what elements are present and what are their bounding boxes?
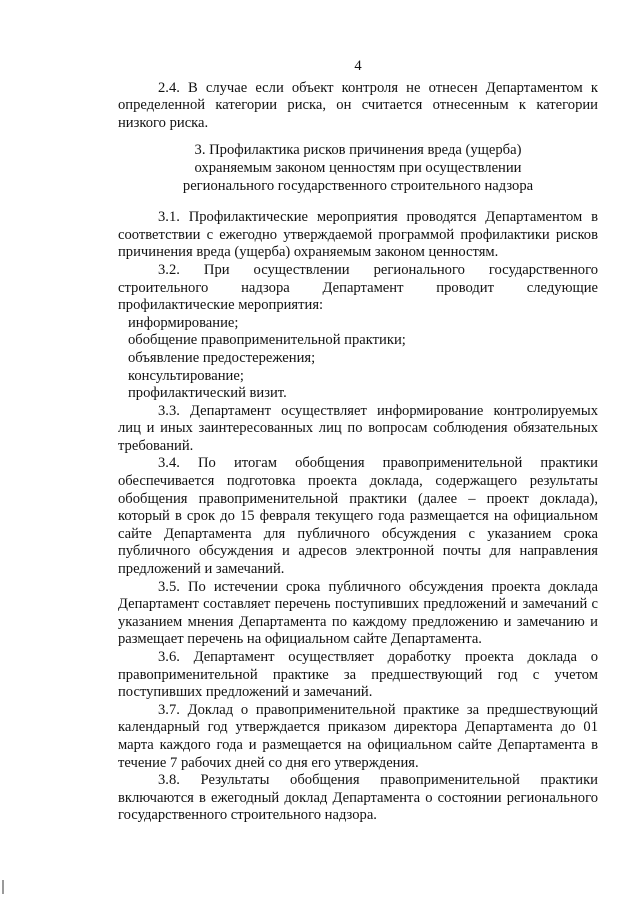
list-item: консультирование; [128, 367, 244, 384]
scan-edge-mark [2, 880, 4, 894]
list-item: обобщение правоприменительной практики; [128, 332, 406, 349]
page-number: 4 [354, 58, 362, 74]
section-3-heading-line-1: 3. Профилактика рисков причинения вреда (ущерба) [194, 142, 522, 159]
section-3-heading [118, 142, 598, 195]
paragraph-3-3: 3.3. Департамент осуществляет информирование контролируемых лиц и иных заинтересованных лиц по вопросам соблюдения обязательных требований. [118, 402, 598, 454]
document-page [118, 58, 598, 825]
paragraph-3-2: 3.2. При осуществлении регионального государственного строительного надзора Департамент проводит следующие профилактические мероприятия: [118, 261, 598, 314]
paragraph-3-1: 3.1. Профилактические мероприятия проводятся Департаментом в соответствии с ежегодно утверждаемой программой профилактики рисков причинения вреда (ущерба) охраняемым законом ценностям. [118, 209, 598, 261]
section-3-heading-line-2: охраняемым законом ценностям при осуществлении [194, 159, 522, 176]
paragraph-2-4: 2.4. В случае если объект контроля не отнесен Департаментом к определенной категории риска, он считается отнесенным к категории низкого риска. [118, 79, 598, 131]
list-item: объявление предостережения; [128, 349, 316, 366]
paragraph-3-8: 3.8. Результаты обобщения правоприменительной практики включаются в ежегодный доклад Департамента о состоянии регионального государственного строительного надзора. [118, 772, 598, 824]
paragraph-3-5: 3.5. По истечении срока публичного обсуждения проекта доклада Департамент составляет перечень поступивших предложений и замечаний с указанием мнения Департамента по каждому предложению и замечанию и размещает перечень на официальном сайте Департамента. [118, 578, 598, 648]
paragraph-3-6: 3.6. Департамент осуществляет доработку проекта доклада о правоприменительной практике за предшествующий год с учетом поступивших предложений и замечаний. [118, 649, 598, 701]
paragraph-3-7: 3.7. Доклад о правоприменительной практике за предшествующий календарный год утверждается приказом директора Департамента до 01 марта каждого года и размещается на официальном сайте Департамента в течение 7 рабочих дней со дня его утверждения. [118, 701, 598, 771]
measures-list [118, 315, 598, 403]
list-item: профилактический визит. [128, 385, 287, 402]
list-item: информирование; [128, 314, 239, 331]
section-3-heading-line-3: регионального государственного строительного надзора [182, 177, 534, 194]
paragraph-3-4: 3.4. По итогам обобщения правоприменительной практики обеспечивается подготовка проекта доклада, содержащего результаты обобщения правоприменительной практики (далее – проект доклада), который в срок до 15 февраля текущего года размещается на официальном сайте Департамента для публичного обсуждения с указанием срока публичного обсуждения и адресов электронной почты для направления предложений и замечаний. [118, 455, 598, 578]
